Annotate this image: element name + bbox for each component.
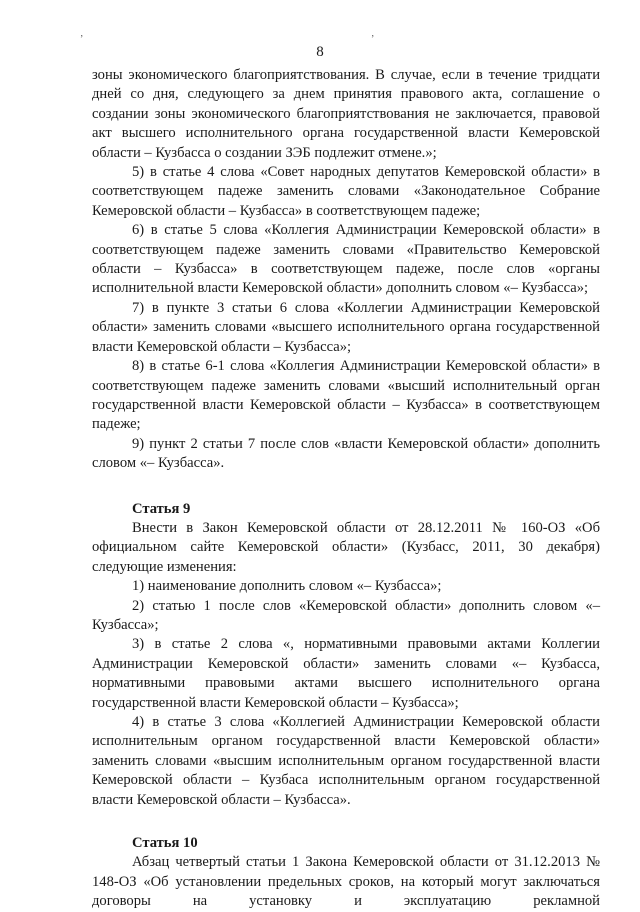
article-9-item-4: 4) в статье 3 слова «Коллегией Администрации Кемеровской области исполнительным органом государственной власти Кемеровской области» заменить словами «высшим исполнительным органом государственной власти Кемеровской области – Кузбаса исполнительным органом государственной власти Кемеровской области – Кузбасса». (92, 714, 600, 808)
list-item-8: 8) в статье 6-1 слова «Коллегия Администрации Кемеровской области» в соответствующем падеже заменить словами «высший исполнительный орган государственной власти Кемеровской области – Кузбасса» в соответствующем падеже; (92, 358, 600, 433)
article-9-item-3: 3) в статье 2 слова «, нормативными правовыми актами Коллегии Администрации Кемеровской области» заменить словами «– Кузбасса, нормативными правовыми актами высшего исполнительного органа государственной власти Кемеровской области – Кузбасса»; (92, 636, 600, 711)
corner-mark-left: ’ (80, 34, 84, 45)
page-number: 8 (316, 44, 324, 60)
document-body (92, 66, 600, 912)
article-9-intro: Внести в Закон Кемеровской области от 28.12.2011 № 160-ОЗ «Об официальном сайте Кемеровской области» (Кузбасс, 2011, 30 декабря) следующие изменения: (92, 519, 600, 575)
article-9-item-2: 2) статью 1 после слов «Кемеровской области» дополнить словом «– Кузбасса»; (92, 597, 600, 633)
article-10-text: Абзац четвертый статьи 1 Закона Кемеровской области от 31.12.2013 № 148-ОЗ «Об установлении предельных сроков, на который могут заключаться договоры на установку и эксплуатацию рекламной (92, 854, 600, 910)
article-10-heading: Статья 10 (132, 835, 198, 852)
article-9-item-1: 1) наименование дополнить словом «– Кузбасса»; (132, 578, 442, 595)
list-item-9: 9) пункт 2 статьи 7 после слов «власти Кемеровской области» дополнить словом «– Кузбасса». (92, 435, 600, 472)
list-item-5: 5) в статье 4 слова «Совет народных депутатов Кемеровской области» в соответствующем падеже заменить словами «Законодательное Собрание Кемеровской области – Кузбасса» в соответствующем падеже; (92, 164, 600, 219)
list-item-6: 6) в статье 5 слова «Коллегия Администрации Кемеровской области» в соответствующем падеже заменить словами «Правительство Кемеровской области – Кузбасса» в соответствующем падеже, после слов «органы исполнительной власти Кемеровской области» дополнить словом «– Кузбасса»; (92, 222, 600, 297)
list-item-7: 7) в пункте 3 статьи 6 слова «Коллегии Администрации Кемеровской области» заменить словами «высшего исполнительного органа государственной власти Кемеровской области – Кузбасса»; (92, 299, 600, 355)
article-9-heading: Статья 9 (132, 500, 191, 517)
corner-mark-right: ’ (371, 34, 375, 45)
continued-paragraph: зоны экономического благоприятствования. В случае, если в течение тридцати дней со дня, следующего за днем принятия правового акта, соглашение о создании зоны экономического благоприятствования не заключается, правовой акт высшего исполнительного органа государственной власти Кемеровской области – Кузбасса о создании ЗЭБ подлежит отмене.»; (92, 67, 600, 161)
